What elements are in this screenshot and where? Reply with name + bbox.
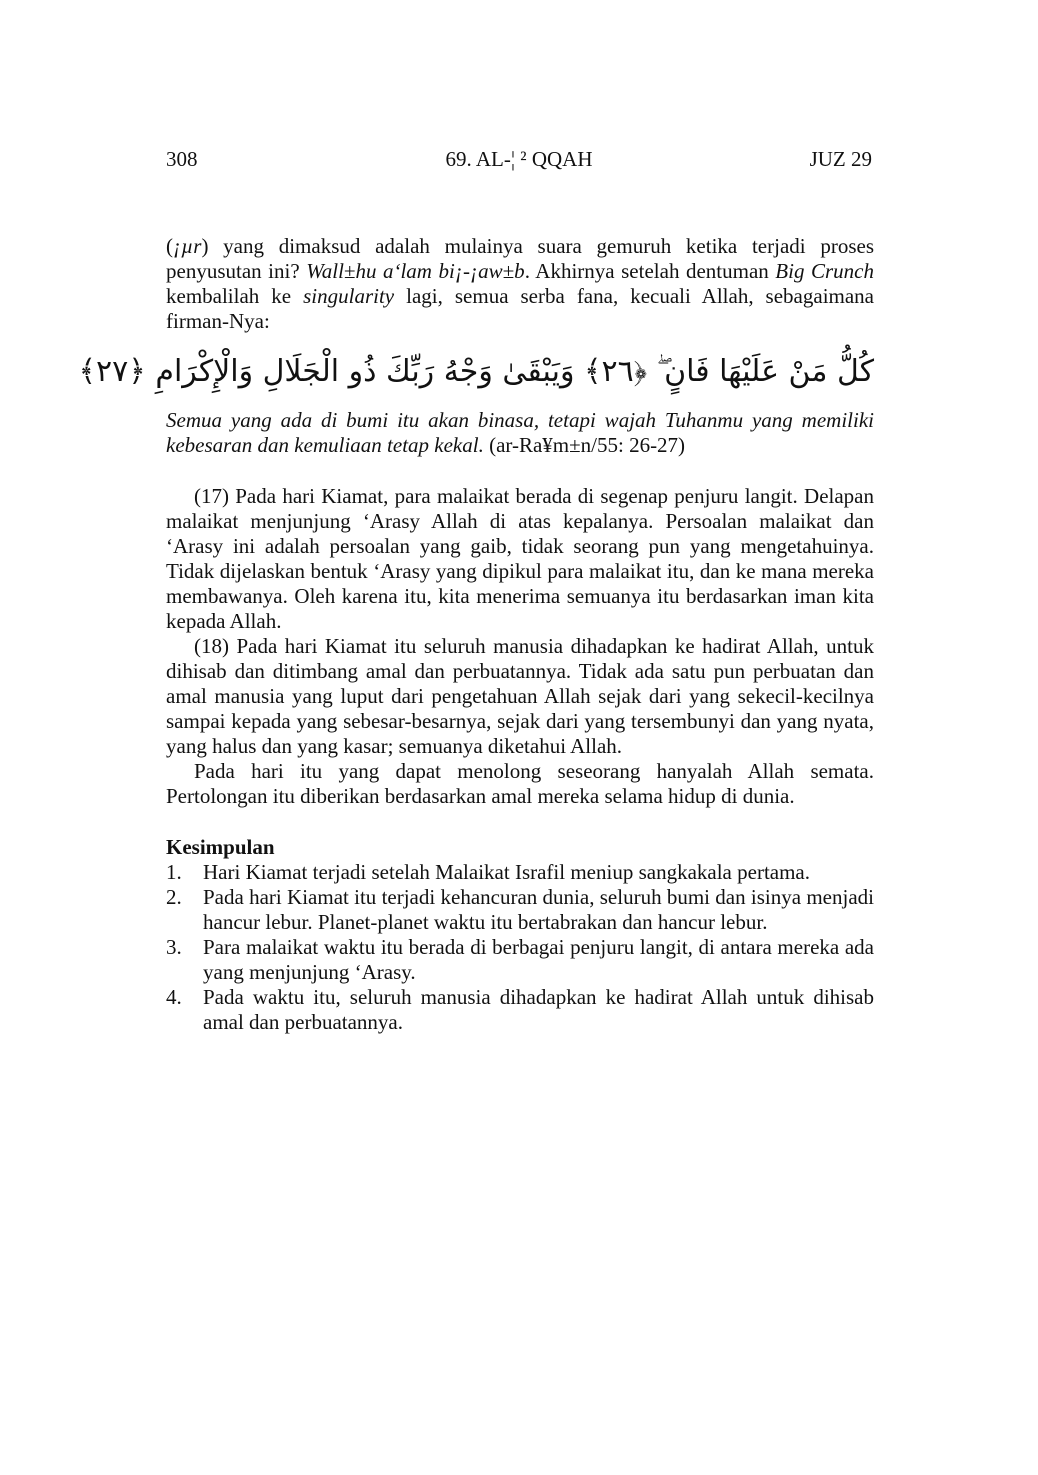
list-number: 3. [166, 935, 182, 959]
conclusion-heading: Kesimpulan [166, 835, 275, 859]
list-text: Hari Kiamat terjadi setelah Malaikat Israfil meniup sangkakala pertama. [203, 860, 811, 884]
conclusion-list [166, 860, 874, 1035]
intro-text: kembalilah ke [166, 284, 304, 308]
translation-text: Semua yang ada di bumi itu akan binasa, tetapi wajah Tuhanmu yang memiliki kebesaran dan kemuliaan tetap kekal. [166, 408, 874, 457]
verse-translation [166, 408, 874, 458]
list-text: Para malaikat waktu itu berada di berbagai penjuru langit, di antara mereka ada yang menjunjung ‘Arasy. [203, 935, 874, 984]
paragraph-18: (18) Pada hari Kiamat itu seluruh manusia dihadapkan ke hadirat Allah, untuk dihisab dan ditimbang amal dan perbuatannya. Tidak ada satu pun perbuatan dan amal manusia yang luput dari pengetahuan Allah sejak dari yang sekecil-kecilnya sampai kepada yang sebesar-besarnya, sejak dari yang tersembunyi dan yang nyata, yang halus dan yang kasar; semuanya diketahui Allah. [166, 634, 874, 758]
list-number: 1. [166, 860, 182, 884]
intro-text: lagi, semua serba fana, kecuali Allah, sebagaimana firman-Nya: [166, 284, 875, 333]
list-text: Pada hari Kiamat itu terjadi kehancuran dunia, seluruh bumi dan isinya menjadi hancur lebur. Planet-planet waktu itu bertabrakan dan hancur lebur. [203, 885, 874, 934]
running-header-surah: 69. AL-¦ ² QQAH [445, 147, 593, 171]
intro-term: Wall±hu a‘lam bi¡-¡aw±b [306, 259, 525, 283]
intro-paragraph [166, 234, 874, 334]
intro-term: Big Crunch [775, 259, 874, 283]
intro-term: ¡µr [173, 234, 202, 258]
list-item [166, 985, 874, 1035]
intro-text: . Akhirnya setelah dentuman [524, 259, 776, 283]
running-header-juz: JUZ 29 [809, 147, 872, 171]
list-number: 4. [166, 985, 182, 1009]
list-item [166, 885, 874, 935]
intro-text: ) yang dimaksud adalah mulainya suara gemuruh ketika terjadi proses penyusutan ini? [166, 234, 874, 283]
list-text: Pada waktu itu, seluruh manusia dihadapkan ke hadirat Allah untuk dihisab amal dan perbuatannya. [203, 985, 874, 1034]
page-number: 308 [166, 147, 198, 171]
page-body [78, 234, 875, 1035]
verse-reference: (ar-Ra¥m±n/55: 26-27) [483, 433, 686, 457]
list-item [166, 935, 874, 985]
list-item [166, 860, 874, 885]
paragraph-17: (17) Pada hari Kiamat, para malaikat berada di segenap penjuru langit. Delapan malaikat menjunjung ‘Arasy Allah di atas kepalanya. Persoalan malaikat dan ‘Arasy ini adalah persoalan yang gaib, tidak seorang pun yang mengetahuinya. Tidak dijelaskan bentuk ‘Arasy yang dipikul para malaikat itu, dan ke mana mereka membawanya. Oleh karena itu, kita menerima semuanya itu berdasarkan iman kita kepada Allah. [166, 484, 874, 633]
list-number: 2. [166, 885, 182, 909]
intro-term: singularity [303, 284, 395, 308]
spacer [166, 458, 874, 484]
intro-text: ( [166, 234, 173, 258]
paragraph-closing: Pada hari itu yang dapat menolong seseorang hanyalah Allah semata. Pertolongan itu diberikan berdasarkan amal mereka selama hidup di dunia. [166, 759, 874, 808]
quran-verse-arabic: كُلُّ مَنْ عَلَيْهَا فَانٍ ۖ ﴿٢٦﴾ وَيَبْقَىٰ وَجْهُ رَبِّكَ ذُو الْجَلَالِ وَالْإِكْرَامِ ﴿٢٧﴾ [78, 354, 874, 389]
